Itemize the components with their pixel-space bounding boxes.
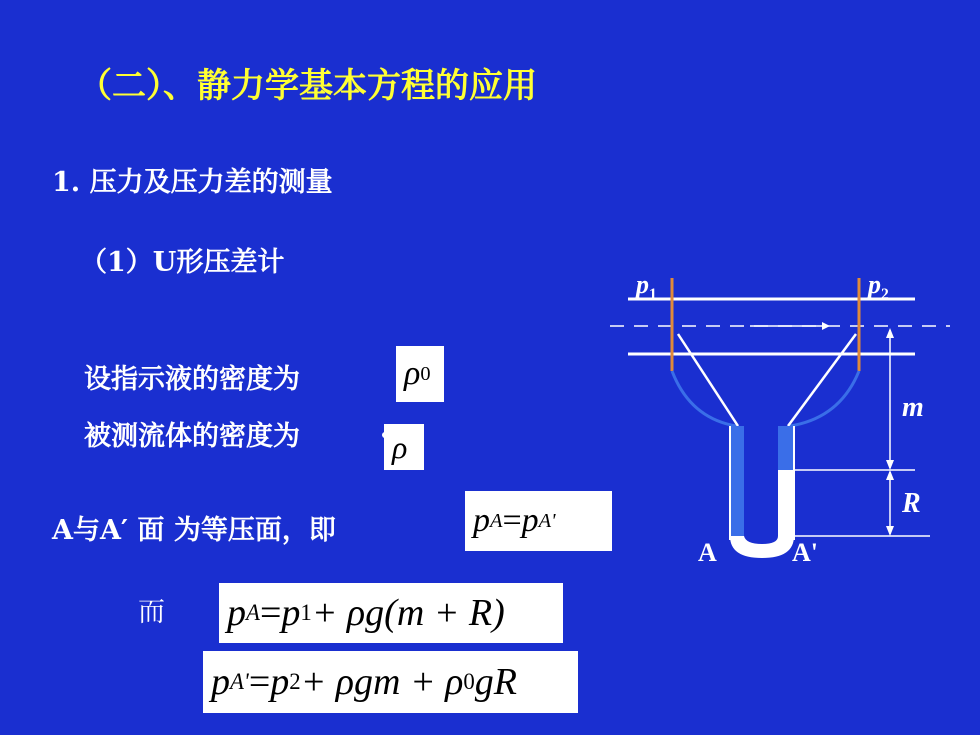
p-symbol: p <box>270 661 290 703</box>
label-A: A <box>698 538 717 567</box>
arrowhead-R-top <box>886 470 894 480</box>
p-symbol: p <box>227 592 246 634</box>
subscript-A: A <box>246 600 260 625</box>
rho-subscript: 0 <box>420 362 431 385</box>
label-m: m <box>902 392 924 423</box>
indicator-density-text: 设指示液的密度为 <box>84 364 300 395</box>
rho-symbol: ρ <box>392 428 408 465</box>
subsection-heading: （1）U形压差计 <box>80 247 285 278</box>
flow-arrowhead <box>822 322 830 330</box>
label-p1: $p_1$ <box>636 270 657 304</box>
label-R: R <box>902 488 921 519</box>
p-symbol: p <box>521 502 539 539</box>
subscript-2: 2 <box>289 669 301 694</box>
p-symbol: p <box>281 592 301 634</box>
eq2-mid: + ρgm + ρ <box>300 661 464 703</box>
equal-pressure-formula <box>465 491 612 551</box>
right-fluid-tube <box>790 371 859 426</box>
eq2-tail: gR <box>474 661 517 703</box>
right-connector <box>788 334 856 426</box>
fluid-density-text: 被测流体的密度为 <box>84 421 300 452</box>
u-tube-right-leg-fluid <box>778 426 794 470</box>
subscript-A: A <box>490 509 503 532</box>
arrowhead-m-bottom <box>886 460 894 470</box>
left-fluid-tube <box>672 371 736 426</box>
equals-sign: = <box>259 592 282 634</box>
rho-formula <box>384 424 424 470</box>
equals-sign: = <box>248 661 271 703</box>
equation-2 <box>203 651 578 713</box>
section-heading: 1. 压力及压力差的测量 <box>52 167 333 198</box>
equation-1 <box>219 583 563 643</box>
left-connector <box>678 334 738 426</box>
subscript-A-prime: A' <box>538 509 556 532</box>
subscript-1: 1 <box>300 600 312 625</box>
isobar-text: A与A′ 面 为等压面，即 <box>52 515 336 546</box>
label-p2: $p_2$ <box>868 270 889 304</box>
u-tube-bend-indicator <box>730 536 794 558</box>
p-symbol: p <box>211 661 230 703</box>
and-word: 而 <box>138 597 165 628</box>
rho-symbol: ρ <box>404 355 421 392</box>
arrowhead-R-bottom <box>886 526 894 536</box>
slide-title: （二）、静力学基本方程的应用 <box>78 66 537 106</box>
arrowhead-m-top <box>886 328 894 338</box>
p-symbol: p <box>473 502 490 539</box>
rho0-formula <box>396 346 444 402</box>
u-tube-left-leg-fluid <box>730 426 744 536</box>
label-A-prime: A' <box>792 538 818 567</box>
u-tube-right-leg-indicator <box>778 470 794 536</box>
equals-sign: = <box>502 502 522 539</box>
subscript-0: 0 <box>463 669 475 694</box>
eq1-rest: + ρg(m + R) <box>311 592 505 634</box>
subscript-A-prime: A' <box>230 669 249 694</box>
